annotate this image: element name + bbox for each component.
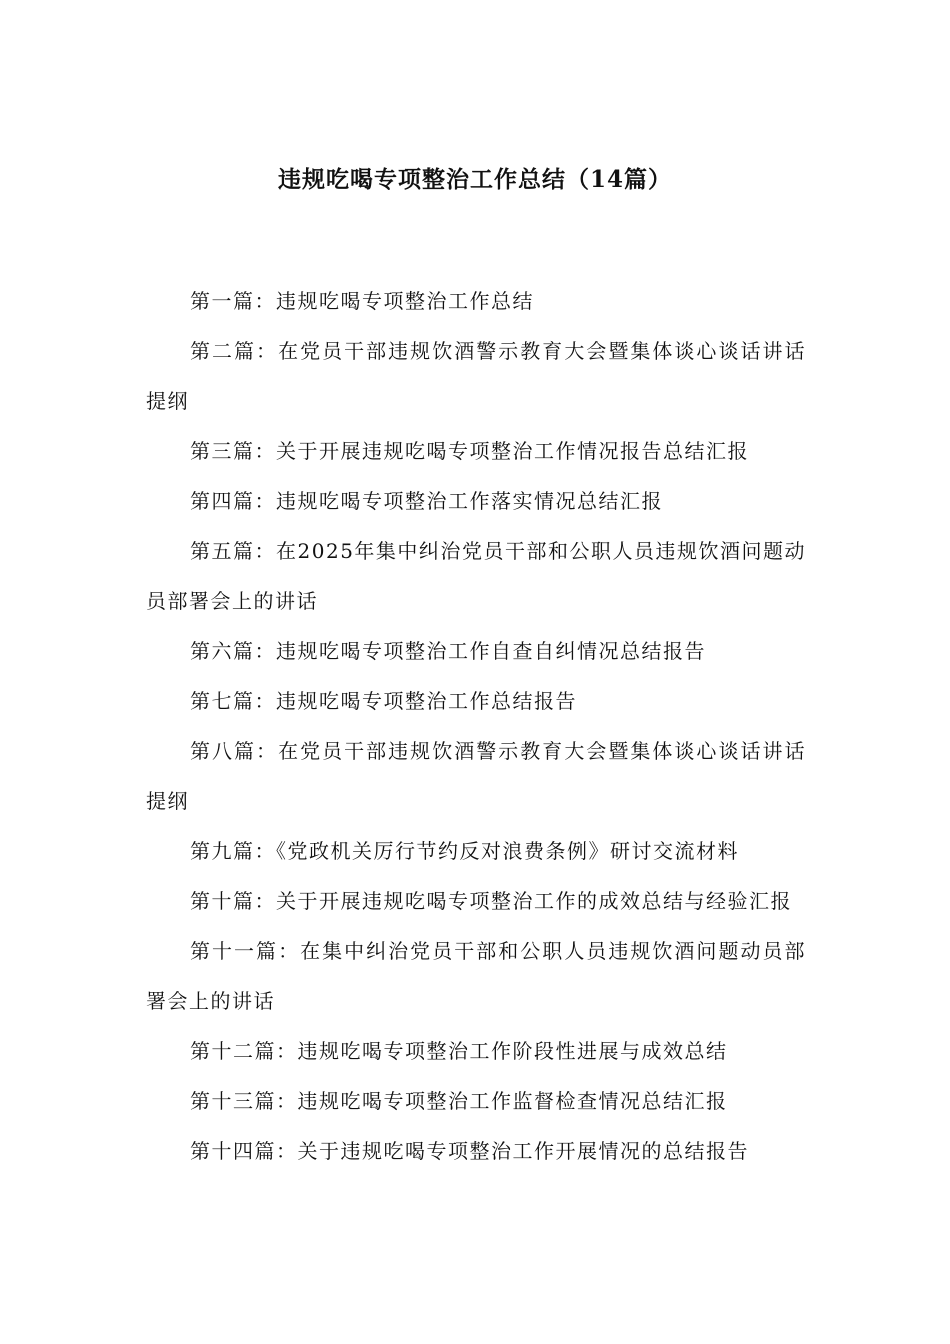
table-of-contents xyxy=(146,276,806,1176)
toc-item-7: 第七篇：违规吃喝专项整治工作总结报告 xyxy=(190,689,577,713)
toc-item-13: 第十三篇：违规吃喝专项整治工作监督检查情况总结汇报 xyxy=(190,1089,728,1113)
toc-item-2: 第二篇：在党员干部违规饮酒警示教育大会暨集体谈心谈话讲话提纲 xyxy=(146,339,806,413)
toc-item-11: 第十一篇：在集中纠治党员干部和公职人员违规饮酒问题动员部署会上的讲话 xyxy=(146,939,806,1013)
toc-item-5: 第五篇：在2025年集中纠治党员干部和公职人员违规饮酒问题动员部署会上的讲话 xyxy=(146,539,806,613)
toc-item-1: 第一篇：违规吃喝专项整治工作总结 xyxy=(190,289,534,313)
toc-item-14: 第十四篇：关于违规吃喝专项整治工作开展情况的总结报告 xyxy=(190,1139,749,1163)
toc-item-10: 第十篇：关于开展违规吃喝专项整治工作的成效总结与经验汇报 xyxy=(190,889,792,913)
toc-item-4: 第四篇：违规吃喝专项整治工作落实情况总结汇报 xyxy=(190,489,663,513)
toc-item-8: 第八篇：在党员干部违规饮酒警示教育大会暨集体谈心谈话讲话提纲 xyxy=(146,739,806,813)
toc-item-9: 第九篇：《党政机关厉行节约反对浪费条例》研讨交流材料 xyxy=(190,839,739,863)
toc-item-3: 第三篇：关于开展违规吃喝专项整治工作情况报告总结汇报 xyxy=(190,439,749,463)
toc-item-12: 第十二篇：违规吃喝专项整治工作阶段性进展与成效总结 xyxy=(190,1039,728,1063)
toc-item-6: 第六篇：违规吃喝专项整治工作自查自纠情况总结报告 xyxy=(190,639,706,663)
document-title: 违规吃喝专项整治工作总结（14篇） xyxy=(277,166,672,193)
